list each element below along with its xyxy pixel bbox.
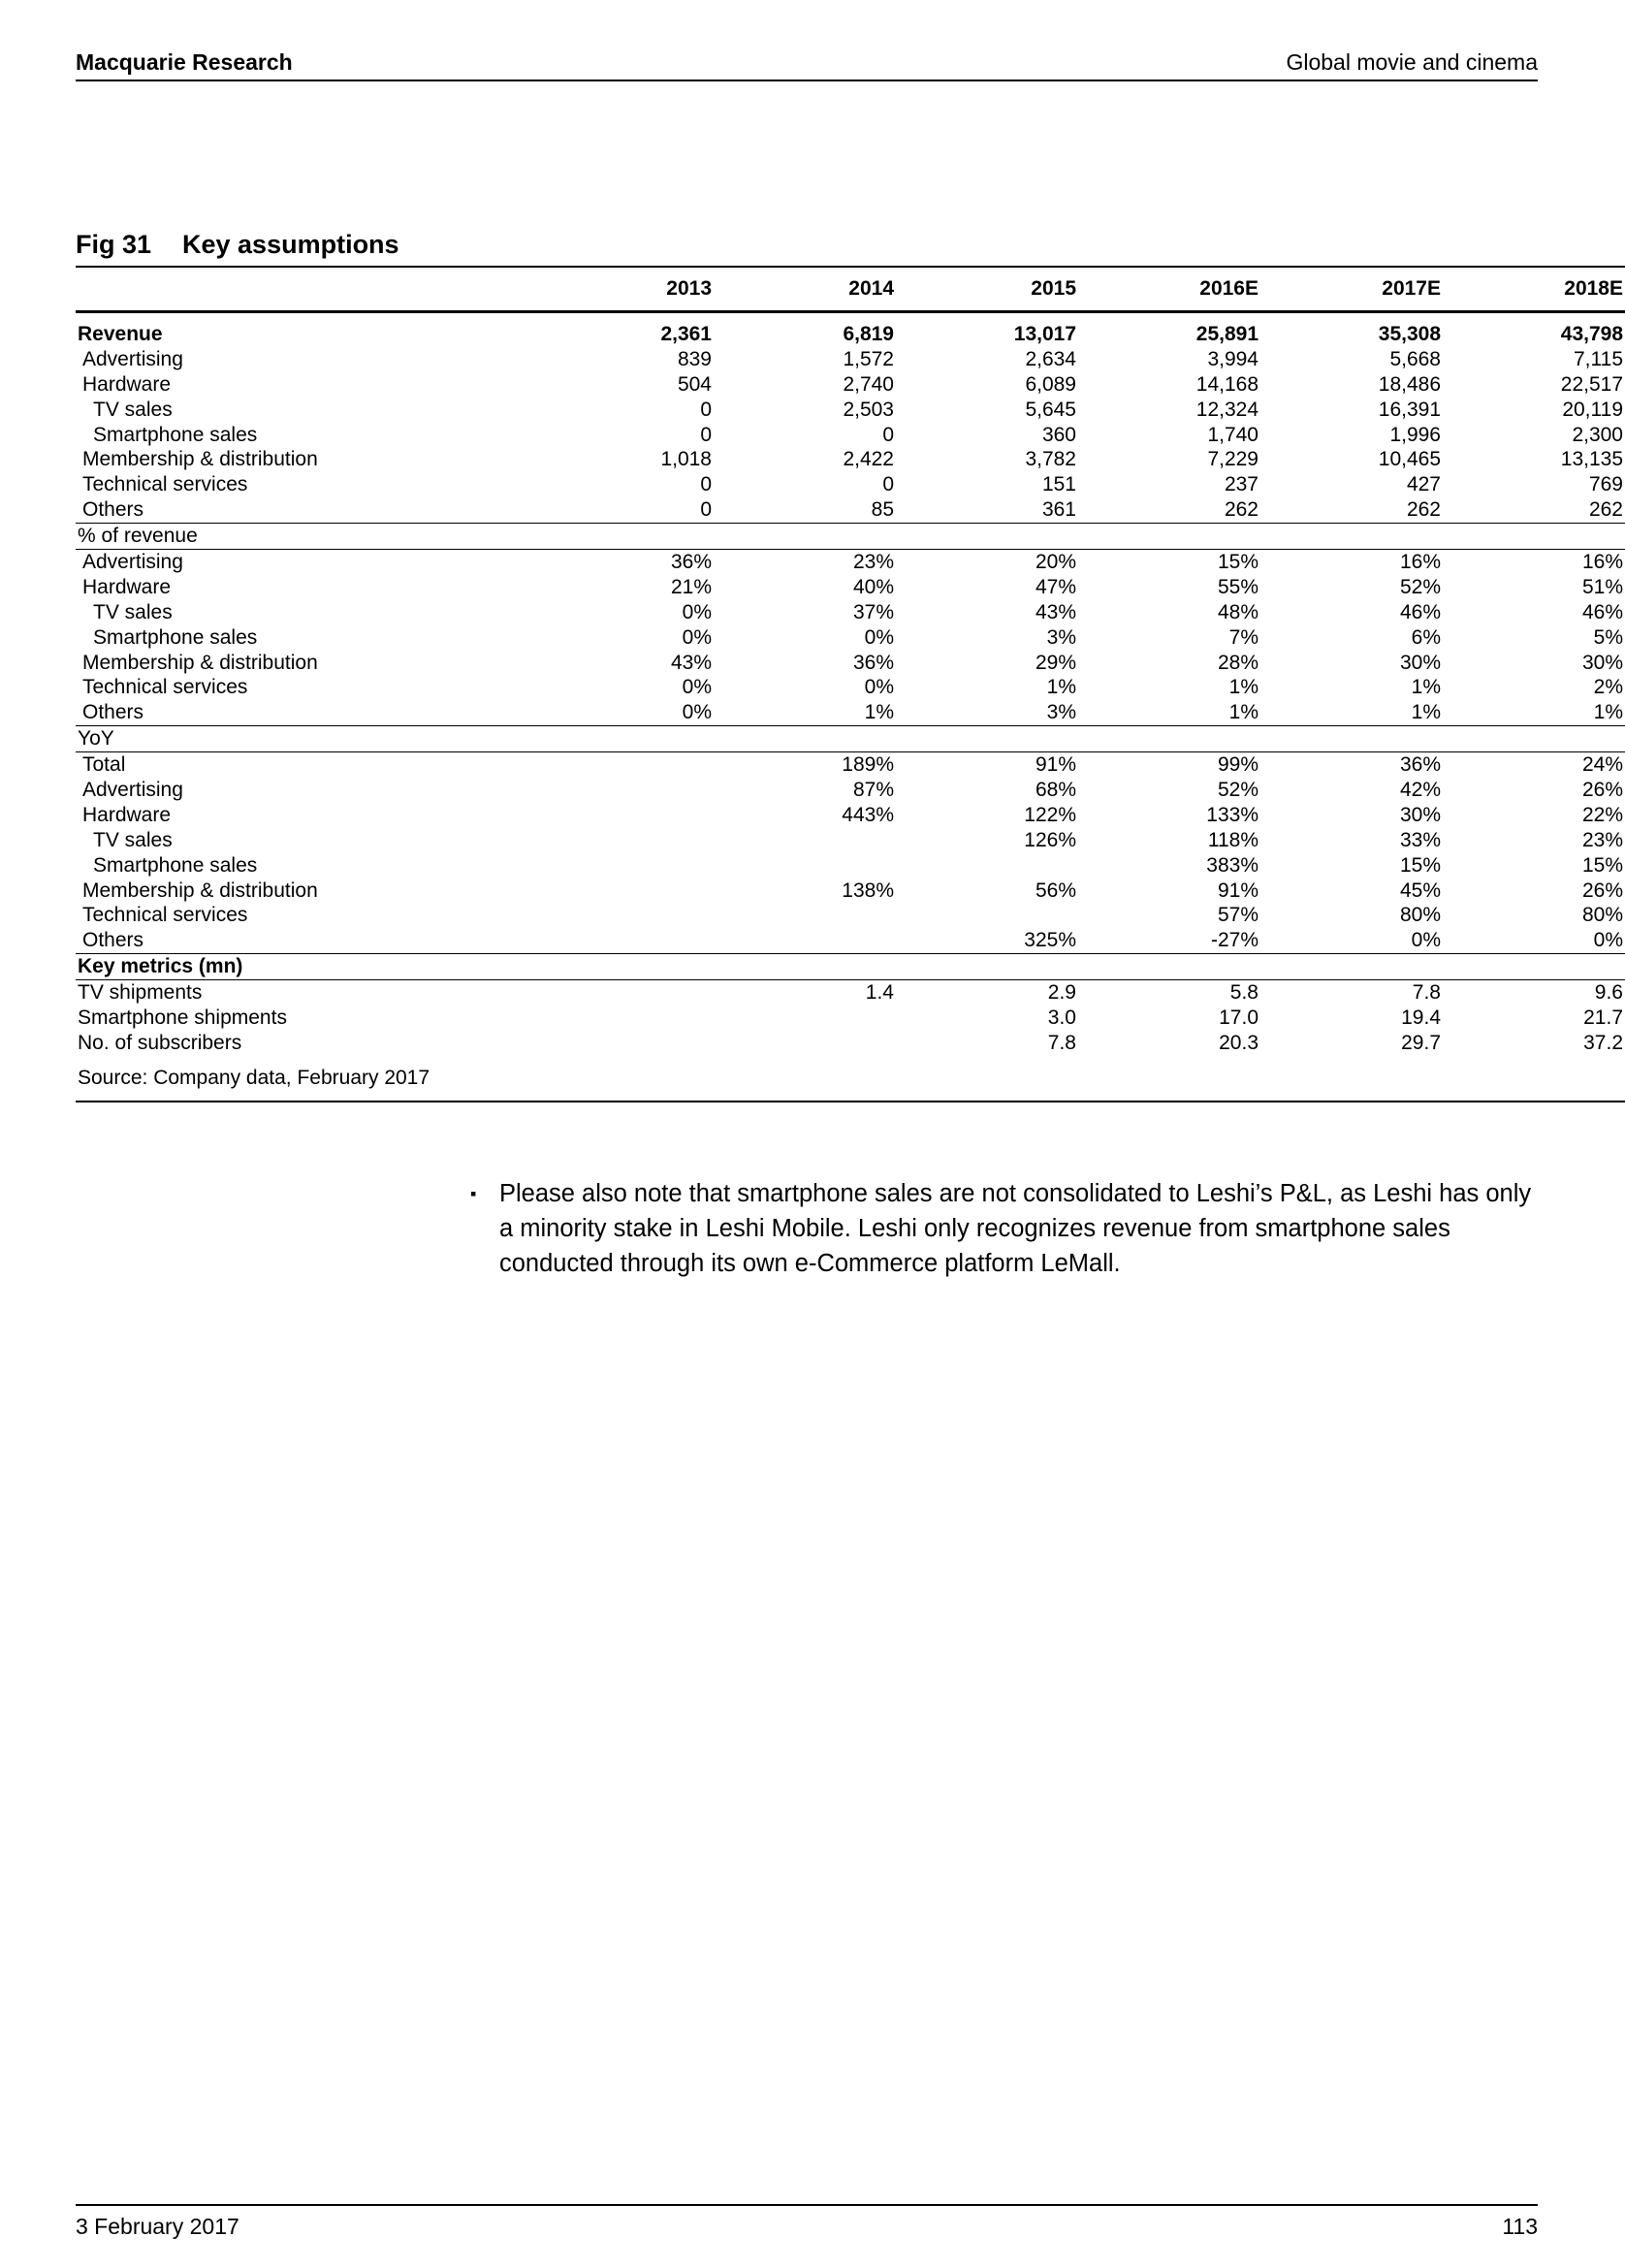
- cell-value: 0%: [531, 700, 714, 725]
- cell-value: 16%: [1581, 550, 1623, 573]
- cell-value: [531, 903, 714, 928]
- row-label: TV sales: [93, 828, 173, 851]
- cell-value: 6,819: [843, 322, 894, 345]
- cell-value: [1078, 726, 1260, 752]
- table-row: [76, 878, 1625, 904]
- cell-value: 839: [677, 347, 712, 370]
- cell-value: 16%: [1399, 550, 1441, 573]
- cell-value: [1443, 726, 1625, 752]
- cell-value: 43%: [670, 651, 712, 674]
- cell-value: 17.0: [1219, 1006, 1259, 1029]
- cell-value: 2%: [1593, 676, 1623, 699]
- cell-value: 56%: [1035, 878, 1076, 902]
- key-assumptions-table-container: [76, 266, 1623, 1102]
- cell-value: [531, 980, 714, 1006]
- cell-value: [1078, 954, 1260, 980]
- cell-value: 2,503: [843, 398, 894, 421]
- cell-value: 46%: [1399, 600, 1441, 623]
- cell-value: 3,782: [1025, 448, 1076, 471]
- cell-value: 1%: [1078, 700, 1260, 725]
- table-row: [76, 423, 1625, 448]
- page-header: [76, 48, 1538, 81]
- cell-value: 2,740: [843, 372, 894, 396]
- footer-date: 3 February 2017: [76, 2214, 239, 2239]
- cell-value: 325%: [896, 928, 1078, 953]
- row-label: Total: [82, 753, 126, 777]
- cell-value: 28%: [1217, 651, 1259, 674]
- cell-value: 30%: [1399, 803, 1441, 826]
- row-label: YoY: [76, 726, 531, 752]
- cell-value: 23%: [1581, 828, 1623, 851]
- cell-value: 12,324: [1195, 398, 1259, 421]
- cell-value: 427: [1406, 473, 1441, 496]
- cell-value: 15%: [1581, 853, 1623, 877]
- cell-value: 80%: [1581, 904, 1623, 927]
- cell-value: 0: [882, 473, 894, 496]
- table-row: [76, 1031, 1625, 1056]
- cell-value: [1078, 524, 1260, 550]
- cell-value: 1%: [1411, 676, 1441, 699]
- cell-value: 3,994: [1207, 347, 1259, 370]
- cell-value: 85: [714, 497, 896, 523]
- cell-value: 22,517: [1560, 372, 1623, 396]
- cell-value: 36%: [852, 651, 894, 674]
- cell-value: 0: [700, 423, 712, 446]
- cell-value: 5%: [1593, 625, 1623, 649]
- row-label: % of revenue: [76, 524, 531, 550]
- cell-value: 13,017: [1013, 322, 1076, 345]
- cell-value: 262: [1260, 497, 1443, 523]
- cell-value: 262: [1078, 497, 1260, 523]
- cell-value: [1260, 524, 1443, 550]
- cell-value: 122%: [1024, 803, 1076, 826]
- cell-value: 21.7: [1583, 1006, 1623, 1029]
- cell-value: 21%: [670, 575, 712, 598]
- cell-value: [714, 828, 896, 853]
- cell-value: 30%: [1399, 651, 1441, 674]
- cell-value: 262: [1443, 497, 1625, 523]
- cell-value: [531, 828, 714, 853]
- table-row: [76, 700, 1625, 725]
- cell-value: 80%: [1399, 904, 1441, 927]
- cell-value: 33%: [1399, 828, 1441, 851]
- table-row: [76, 550, 1625, 575]
- table-row: [76, 398, 1625, 423]
- cell-value: 5,645: [1025, 398, 1076, 421]
- cell-value: 20.3: [1219, 1031, 1259, 1054]
- cell-value: 91%: [1035, 753, 1076, 777]
- cell-value: 26%: [1581, 778, 1623, 801]
- cell-value: [531, 524, 714, 550]
- cell-value: 87%: [852, 778, 894, 801]
- table-row: [76, 828, 1625, 853]
- cell-value: 443%: [842, 803, 894, 826]
- figure-number: Fig 31: [76, 230, 152, 259]
- cell-value: 47%: [1035, 575, 1076, 598]
- page-footer: [76, 2204, 1538, 2241]
- cell-value: 52%: [1217, 778, 1259, 801]
- cell-value: 9.6: [1594, 981, 1623, 1005]
- cell-value: 20%: [1035, 550, 1076, 573]
- table-row: [76, 600, 1625, 625]
- table-row: [76, 497, 1625, 523]
- table-header-label: [76, 267, 531, 312]
- row-label: Revenue: [78, 322, 163, 345]
- cell-value: [896, 524, 1078, 550]
- row-label: Hardware: [82, 372, 172, 396]
- row-label: Hardware: [82, 575, 172, 598]
- cell-value: 2,361: [660, 322, 712, 345]
- row-label: Membership & distribution: [82, 651, 318, 674]
- cell-value: 18,486: [1378, 372, 1441, 396]
- cell-value: 7,115: [1574, 347, 1623, 370]
- cell-value: 68%: [1035, 778, 1076, 801]
- row-label: Others: [76, 928, 531, 953]
- cell-value: [714, 928, 896, 953]
- cell-value: [531, 954, 714, 980]
- cell-value: 91%: [1217, 878, 1259, 902]
- cell-value: 1%: [1260, 700, 1443, 725]
- cell-value: 45%: [1399, 878, 1441, 902]
- cell-value: [714, 1006, 896, 1031]
- cell-value: 16,391: [1378, 398, 1441, 421]
- cell-value: 10,465: [1378, 448, 1441, 471]
- cell-value: 3%: [1046, 625, 1076, 649]
- cell-value: 151: [1041, 473, 1076, 496]
- cell-value: 360: [1041, 423, 1076, 446]
- table-row: [76, 980, 1625, 1006]
- cell-value: 138%: [842, 878, 894, 902]
- cell-value: 46%: [1581, 600, 1623, 623]
- table-header-year: 2013: [531, 267, 714, 312]
- cell-value: 7.8: [1412, 981, 1441, 1005]
- cell-value: 1,018: [660, 448, 712, 471]
- cell-value: 36%: [1399, 753, 1441, 777]
- cell-value: 3%: [896, 700, 1078, 725]
- cell-value: [531, 752, 714, 778]
- cell-value: -27%: [1078, 928, 1260, 953]
- cell-value: 0%: [864, 676, 894, 699]
- cell-value: 6,089: [1025, 372, 1076, 396]
- table-row: [76, 928, 1625, 953]
- table-header-year: 2016E: [1078, 267, 1260, 312]
- table-row: [76, 625, 1625, 651]
- cell-value: 383%: [1206, 853, 1259, 877]
- table-header-year: 2014: [714, 267, 896, 312]
- cell-value: 13,135: [1560, 448, 1623, 471]
- table-row: [76, 312, 1625, 347]
- table-row: [76, 803, 1625, 828]
- key-assumptions-table: [76, 266, 1625, 1102]
- figure-title: [76, 230, 399, 260]
- cell-value: 361: [896, 497, 1078, 523]
- cell-value: [896, 853, 1078, 878]
- table-row: [76, 651, 1625, 676]
- cell-value: 126%: [1024, 828, 1076, 851]
- cell-value: [714, 726, 896, 752]
- cell-value: [531, 778, 714, 803]
- row-label: Smartphone sales: [93, 423, 258, 446]
- cell-value: 0%: [682, 676, 712, 699]
- row-label: Smartphone shipments: [78, 1006, 287, 1029]
- cell-value: 189%: [842, 753, 894, 777]
- cell-value: 29.7: [1401, 1031, 1441, 1054]
- cell-value: 24%: [1581, 753, 1623, 777]
- cell-value: 7,229: [1207, 448, 1259, 471]
- cell-value: 0: [531, 497, 714, 523]
- row-label: Smartphone sales: [93, 625, 258, 649]
- cell-value: [714, 1031, 896, 1056]
- cell-value: [531, 928, 714, 953]
- cell-value: 36%: [670, 550, 712, 573]
- cell-value: 1.4: [865, 981, 894, 1005]
- table-row: [76, 778, 1625, 803]
- cell-value: [1443, 954, 1625, 980]
- table-row: [76, 1006, 1625, 1031]
- cell-value: 29%: [1035, 651, 1076, 674]
- bullet-text: Please also note that smartphone sales are not consolidated to Leshi’s P&L, as Leshi has only a minority stake in Leshi Mobile. Leshi only recognizes revenue from smartphone sales conducted through its own e-Commerce platform LeMall.: [499, 1180, 1532, 1277]
- cell-value: 14,168: [1195, 372, 1259, 396]
- row-label: Membership & distribution: [82, 878, 318, 902]
- cell-value: [714, 853, 896, 878]
- table-row: [76, 675, 1625, 700]
- cell-value: 0: [882, 423, 894, 446]
- cell-value: 118%: [1207, 828, 1259, 851]
- table-header-year: 2015: [896, 267, 1078, 312]
- cell-value: 43,798: [1560, 322, 1623, 345]
- table-header-year: 2017E: [1260, 267, 1443, 312]
- cell-value: [896, 903, 1078, 928]
- table-header-row: [76, 267, 1625, 312]
- cell-value: 25,891: [1195, 322, 1259, 345]
- cell-value: 237: [1224, 473, 1259, 496]
- cell-value: 2,300: [1572, 423, 1623, 446]
- row-label: Others: [76, 497, 531, 523]
- cell-value: 133%: [1206, 803, 1259, 826]
- cell-value: [531, 878, 714, 904]
- cell-value: 0%: [1443, 928, 1625, 953]
- cell-value: [714, 903, 896, 928]
- cell-value: 0: [700, 398, 712, 421]
- row-label: TV sales: [93, 398, 173, 421]
- table-row: [76, 347, 1625, 372]
- table-row: [76, 575, 1625, 600]
- table-row: [76, 372, 1625, 398]
- table-source-row: [76, 1056, 1625, 1102]
- row-label: Advertising: [82, 778, 183, 801]
- table-row: [76, 903, 1625, 928]
- cell-value: 6%: [1411, 625, 1441, 649]
- cell-value: [531, 853, 714, 878]
- table-row: [76, 853, 1625, 878]
- cell-value: 1%: [714, 700, 896, 725]
- figure-caption: Key assumptions: [182, 230, 399, 259]
- row-label: Hardware: [82, 803, 172, 826]
- cell-value: 43%: [1035, 600, 1076, 623]
- cell-value: [714, 954, 896, 980]
- cell-value: 1%: [1443, 700, 1625, 725]
- cell-value: 5,668: [1389, 347, 1441, 370]
- cell-value: 19.4: [1401, 1006, 1441, 1029]
- cell-value: 48%: [1217, 600, 1259, 623]
- cell-value: 15%: [1217, 550, 1259, 573]
- cell-value: [531, 1031, 714, 1056]
- cell-value: 1,996: [1389, 423, 1441, 446]
- row-label: TV sales: [93, 600, 173, 623]
- cell-value: 99%: [1217, 753, 1259, 777]
- cell-value: [1260, 726, 1443, 752]
- table-row: [76, 752, 1625, 778]
- cell-value: 2,634: [1025, 347, 1076, 370]
- cell-value: [1260, 954, 1443, 980]
- cell-value: 30%: [1581, 651, 1623, 674]
- cell-value: 52%: [1399, 575, 1441, 598]
- cell-value: 23%: [852, 550, 894, 573]
- row-label: Membership & distribution: [82, 448, 318, 471]
- table-header-year: 2018E: [1443, 267, 1625, 312]
- bullet-marker-icon: ▪: [470, 1184, 477, 1203]
- cell-value: 37.2: [1583, 1031, 1623, 1054]
- cell-value: [1443, 524, 1625, 550]
- cell-value: 1%: [1228, 676, 1259, 699]
- cell-value: [531, 1006, 714, 1031]
- cell-value: 1%: [1046, 676, 1076, 699]
- row-label: Smartphone sales: [93, 853, 258, 877]
- cell-value: 504: [677, 372, 712, 396]
- cell-value: 769: [1588, 473, 1623, 496]
- bullet-note: [470, 1176, 1537, 1281]
- row-label: Advertising: [82, 347, 183, 370]
- table-row: [76, 954, 1625, 980]
- cell-value: 7%: [1228, 625, 1259, 649]
- cell-value: 5.8: [1229, 981, 1259, 1005]
- cell-value: 0%: [682, 600, 712, 623]
- row-label: Technical services: [82, 904, 248, 927]
- cell-value: [896, 726, 1078, 752]
- cell-value: 37%: [852, 600, 894, 623]
- row-label: Advertising: [82, 550, 183, 573]
- header-publisher: Macquarie Research: [76, 49, 293, 75]
- cell-value: 42%: [1399, 778, 1441, 801]
- cell-value: 55%: [1217, 575, 1259, 598]
- cell-value: 3.0: [1047, 1006, 1076, 1029]
- table-source-note: Source: Company data, February 2017: [76, 1056, 1625, 1102]
- cell-value: [714, 524, 896, 550]
- table-row: [76, 524, 1625, 550]
- cell-value: [531, 803, 714, 828]
- cell-value: 51%: [1581, 575, 1623, 598]
- header-report-title: Global movie and cinema: [1286, 49, 1538, 75]
- row-label: Key metrics (mn): [76, 954, 531, 980]
- cell-value: [896, 954, 1078, 980]
- cell-value: 7.8: [1047, 1031, 1076, 1054]
- cell-value: 26%: [1581, 878, 1623, 902]
- row-label: Technical services: [82, 676, 248, 699]
- cell-value: 2.9: [1047, 981, 1076, 1005]
- cell-value: 40%: [852, 575, 894, 598]
- cell-value: 20,119: [1562, 398, 1623, 421]
- row-label: Technical services: [82, 473, 248, 496]
- row-label: No. of subscribers: [78, 1031, 242, 1054]
- table-row: [76, 472, 1625, 497]
- cell-value: 2,422: [843, 448, 894, 471]
- cell-value: 1,572: [843, 347, 894, 370]
- cell-value: [531, 726, 714, 752]
- cell-value: 0: [700, 473, 712, 496]
- row-label: TV shipments: [78, 981, 203, 1005]
- footer-page-number: 113: [1502, 2214, 1538, 2239]
- cell-value: 0%: [1260, 928, 1443, 953]
- cell-value: 0%: [864, 625, 894, 649]
- cell-value: 0%: [682, 625, 712, 649]
- cell-value: 1,740: [1207, 423, 1259, 446]
- table-row: [76, 447, 1625, 472]
- row-label: Others: [76, 700, 531, 725]
- table-row: [76, 726, 1625, 752]
- cell-value: 15%: [1399, 853, 1441, 877]
- cell-value: 22%: [1581, 803, 1623, 826]
- cell-value: 57%: [1217, 904, 1259, 927]
- cell-value: 35,308: [1378, 322, 1441, 345]
